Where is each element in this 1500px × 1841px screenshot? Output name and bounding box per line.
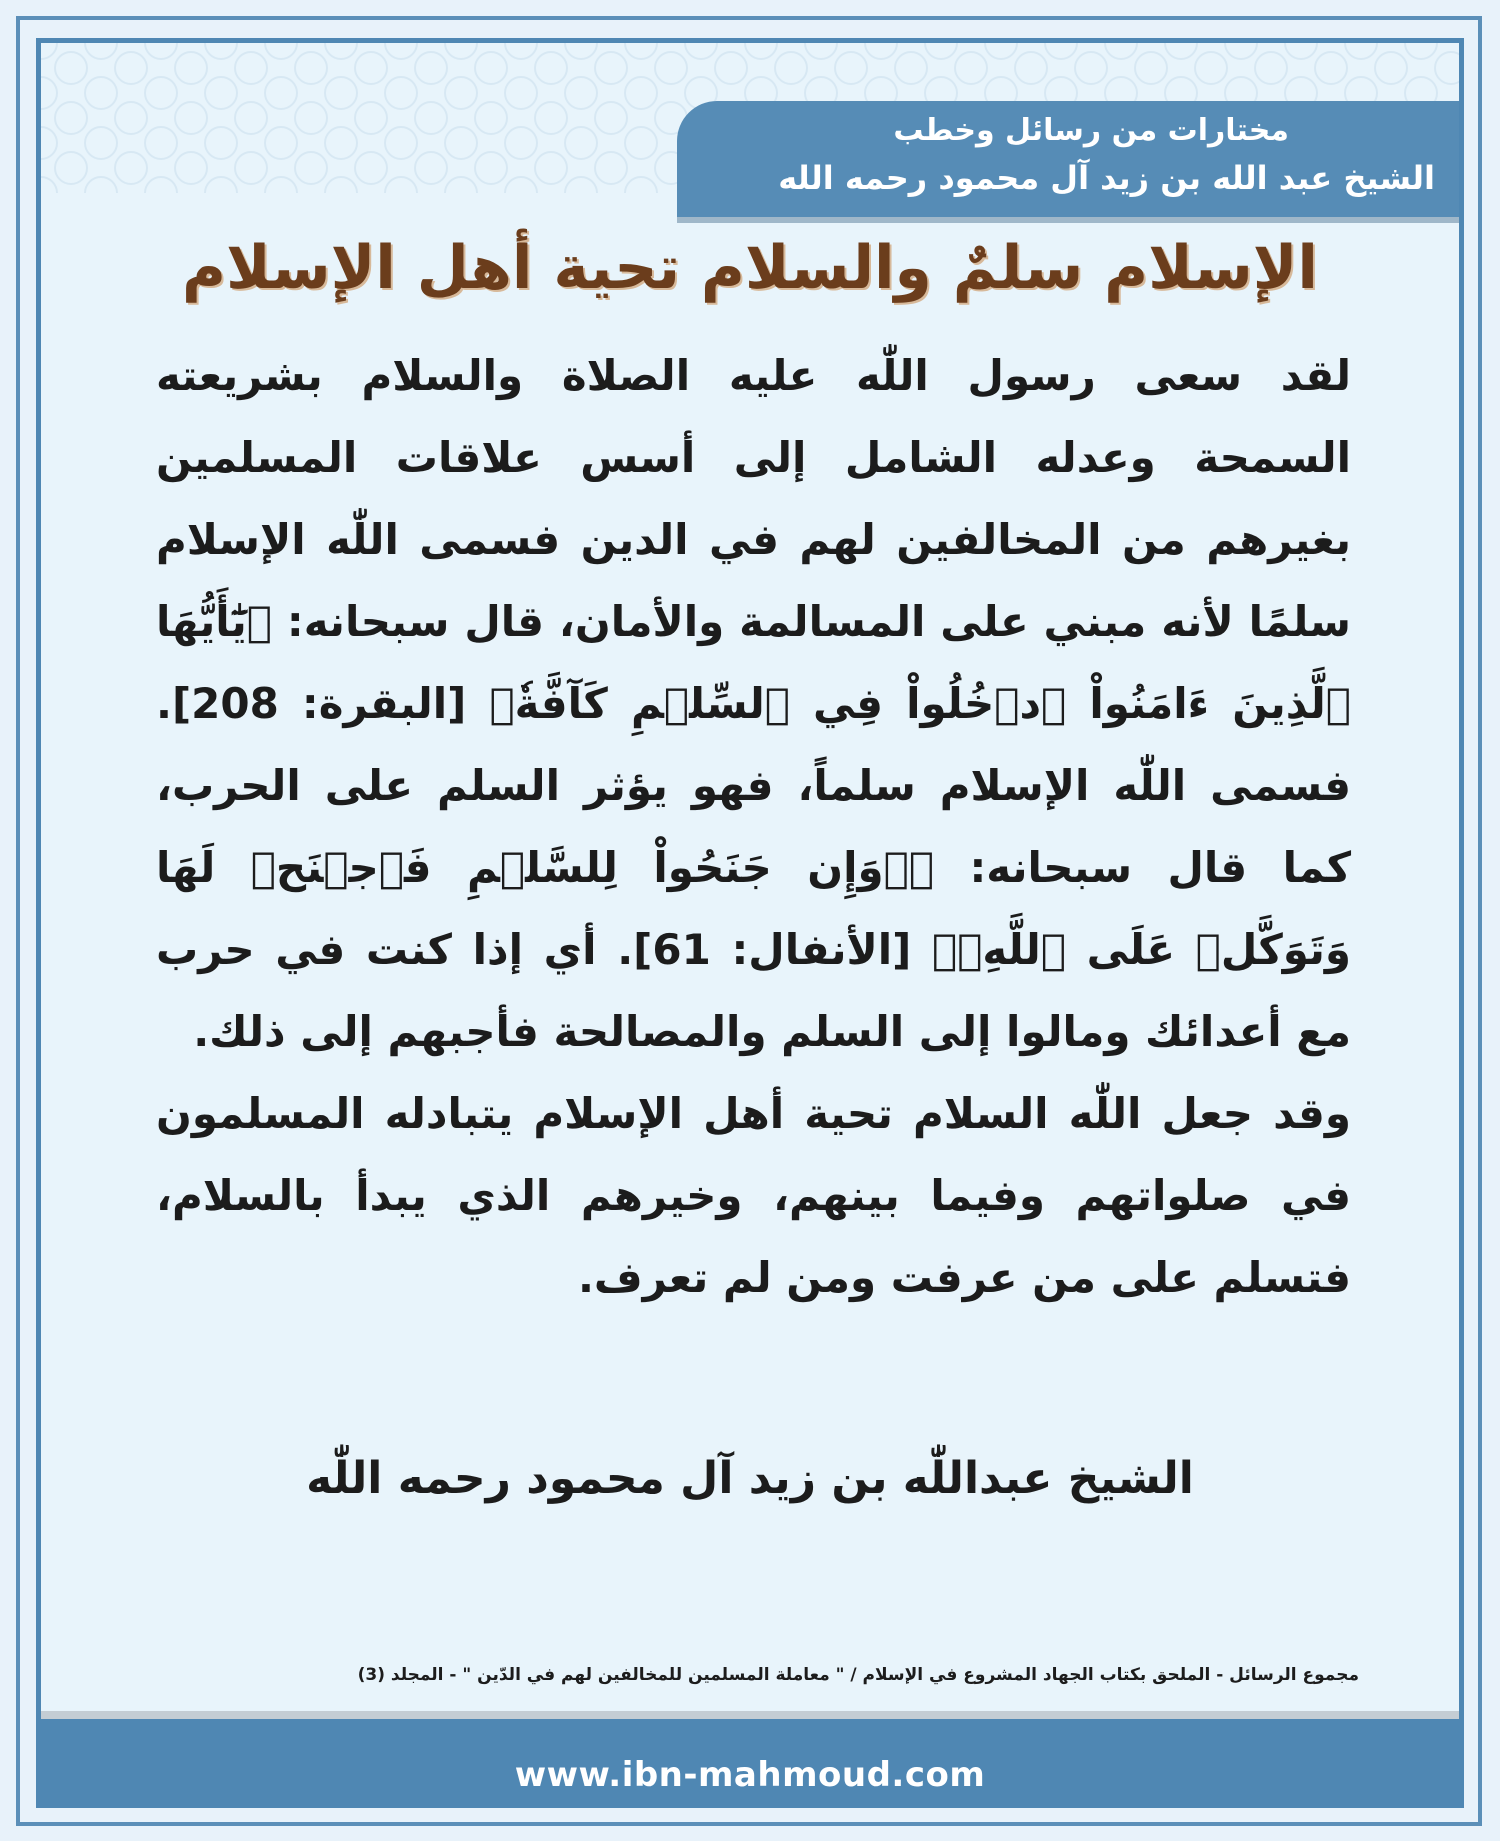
article-body — [156, 335, 1351, 1319]
paragraph: وقد جعل اللّٰه السلام تحية أهل الإسلام يتبادله المسلمون في صلواتهم وفيما بينهم، وخيرهم الذي يبدأ بالسلام، فتسلم على من عرفت ومن لم تعرف. — [156, 1089, 1351, 1302]
author-signature: الشيخ عبداللّٰه بن زيد آل محمود رحمه اللّٰه — [306, 1453, 1194, 1504]
header-banner — [677, 101, 1459, 217]
website-link[interactable]: www.ibn-mahmoud.com — [514, 1755, 986, 1795]
series-title: مختارات من رسائل وخطب — [893, 113, 1289, 148]
author-name-header: الشيخ عبد الله بن زيد آل محمود رحمه الله — [778, 159, 1435, 197]
page-card — [36, 38, 1464, 1808]
footer-divider — [41, 1711, 1459, 1719]
footer-bar — [41, 1719, 1459, 1803]
paragraph: لقد سعى رسول اللّٰه عليه الصلاة والسلام بشريعته السمحة وعدله الشامل إلى أسس علاقات المسلمين بغيرهم من المخالفين لهم في الدين فسمى اللّٰه الإسلام سلمًا لأنه مبني على المسالمة والأمان، قال سبحانه: ﴿يَٰٓأَيُّهَا ٱلَّذِينَ ءَامَنُواْ ٱدۡخُلُواْ فِي ٱلسِّلۡمِ كَآفَّةٗ﴾ [البقرة: 208]. فسمى اللّٰه الإسلام سلماً، فهو يؤثر السلم على الحرب، كما قال سبحانه: ﴿۞وَإِن جَنَحُواْ لِلسَّلۡمِ فَٱجۡنَحۡ لَهَا وَتَوَكَّلۡ عَلَى ٱللَّهِۚ﴾ [الأنفال: 61]. أي إذا كنت في حرب مع أعدائك ومالوا إلى السلم والمصالحة فأجبهم إلى ذلك. — [156, 351, 1352, 1056]
source-citation: مجموع الرسائل - الملحق بكتاب الجهاد المشروع في الإسلام / " معاملة المسلمين للمخالفين لهم في الدّين " - المجلد (3) — [357, 1665, 1359, 1685]
page-title: الإسلام سلمٌ والسلام تحية أهل الإسلام — [182, 233, 1318, 303]
